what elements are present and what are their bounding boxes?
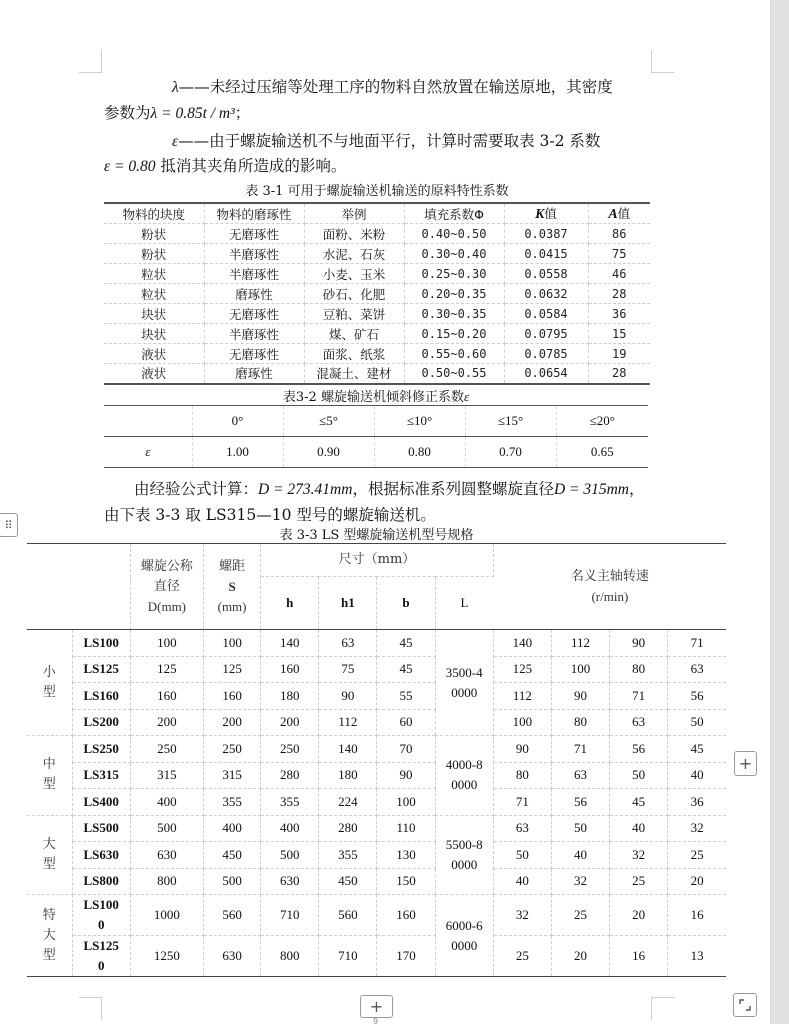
table-cell: 0.0558 bbox=[504, 264, 588, 284]
table-cell: 180 bbox=[261, 683, 319, 710]
table-cell: 63 bbox=[668, 656, 726, 683]
add-row-button[interactable]: + bbox=[360, 995, 393, 1018]
table-cell: 0.15~0.20 bbox=[404, 324, 504, 344]
table-cell: 170 bbox=[377, 936, 435, 977]
table-cell: 90 bbox=[610, 630, 668, 657]
table-cell: 71 bbox=[668, 630, 726, 657]
header-cell: 物料的块度 bbox=[104, 203, 204, 224]
table-cell: 0.0584 bbox=[504, 304, 588, 324]
page-number: 9 bbox=[373, 1017, 379, 1024]
table-header-row bbox=[104, 203, 650, 224]
model-cell: LS250 bbox=[72, 736, 130, 763]
table-cell: 0.65 bbox=[556, 437, 648, 468]
table-cell: 75 bbox=[319, 656, 377, 683]
table-cell: 100 bbox=[493, 709, 551, 736]
table-cell: 315 bbox=[130, 762, 203, 789]
table-cell: 20 bbox=[551, 936, 609, 977]
table-cell: 0.90 bbox=[283, 437, 374, 468]
header-cell: 举例 bbox=[304, 203, 404, 224]
header-cell: K值 bbox=[504, 203, 588, 224]
table-cell: 25 bbox=[493, 936, 551, 977]
model-cell: LS315 bbox=[72, 762, 130, 789]
table-cell: 630 bbox=[130, 842, 203, 869]
table-cell: 80 bbox=[551, 709, 609, 736]
table-cell: 560 bbox=[319, 895, 377, 936]
expand-table-icon[interactable] bbox=[733, 993, 757, 1017]
table-cell: 20 bbox=[610, 895, 668, 936]
table-cell: 面粉、米粉 bbox=[304, 224, 404, 244]
table-cell: 280 bbox=[261, 762, 319, 789]
category-cell: 特 大 型 bbox=[27, 895, 72, 977]
model-cell: LS100 0 bbox=[72, 895, 130, 936]
table-cell: 32 bbox=[493, 895, 551, 936]
table-cell: 355 bbox=[261, 789, 319, 816]
model-cell: LS125 0 bbox=[72, 936, 130, 977]
table-cell: 50 bbox=[668, 709, 726, 736]
table-cell: 16 bbox=[610, 936, 668, 977]
table-cell: 液状 bbox=[104, 344, 204, 364]
table-cell: 0.0654 bbox=[504, 364, 588, 384]
table-cell: 280 bbox=[319, 815, 377, 842]
table-cell: 45 bbox=[610, 789, 668, 816]
table-row bbox=[27, 630, 726, 657]
table-header-row bbox=[27, 544, 726, 577]
table-cell: 煤、矿石 bbox=[304, 324, 404, 344]
table-cell: 小麦、玉米 bbox=[304, 264, 404, 284]
table-3-1-caption: 表 3-1 可用于螺旋输送机输送的原料特性系数 bbox=[245, 184, 509, 199]
table-cell: 0.40~0.50 bbox=[404, 224, 504, 244]
table-cell: 36 bbox=[668, 789, 726, 816]
table-cell: 140 bbox=[261, 630, 319, 657]
header-cell: ≤10° bbox=[374, 406, 465, 437]
header-cell: 0° bbox=[192, 406, 283, 437]
table-cell: 150 bbox=[377, 868, 435, 895]
table-cell: 71 bbox=[493, 789, 551, 816]
table-cell: 160 bbox=[130, 683, 203, 710]
table-cell: 0.0387 bbox=[504, 224, 588, 244]
table-cell: 560 bbox=[203, 895, 260, 936]
header-cell: 填充系数Φ bbox=[404, 203, 504, 224]
paragraph-diameter-calculation: 由经验公式计算：D = 273.41mm，根据标准系列圆整螺旋直径D = 315mm， bbox=[134, 480, 645, 498]
table-row bbox=[27, 683, 726, 710]
table-cell: 100 bbox=[130, 630, 203, 657]
table-cell: 0.0795 bbox=[504, 324, 588, 344]
table-row bbox=[27, 762, 726, 789]
table-cell: 450 bbox=[319, 868, 377, 895]
header-cell bbox=[104, 406, 192, 437]
table-cell: 45 bbox=[377, 630, 435, 657]
model-cell: LS500 bbox=[72, 815, 130, 842]
table-cell: 630 bbox=[261, 868, 319, 895]
header-cell-diameter: 螺旋公称 直径 D(mm) bbox=[130, 544, 203, 630]
table-cell: 无磨琢性 bbox=[204, 224, 304, 244]
header-cell-speed: 名义主轴转速 (r/min) bbox=[493, 544, 726, 630]
table-cell: 160 bbox=[203, 683, 260, 710]
table-cell: 25 bbox=[610, 868, 668, 895]
vertical-scrollbar[interactable] bbox=[770, 0, 789, 1024]
length-cell: 3500-4 0000 bbox=[435, 630, 493, 736]
table-cell: 粉状 bbox=[104, 244, 204, 264]
table-cell: 140 bbox=[319, 736, 377, 763]
model-cell: LS125 bbox=[72, 656, 130, 683]
header-cell: ≤5° bbox=[283, 406, 374, 437]
table-cell: 250 bbox=[203, 736, 260, 763]
table-cell: 56 bbox=[610, 736, 668, 763]
model-cell: LS160 bbox=[72, 683, 130, 710]
table-row bbox=[104, 244, 650, 264]
category-cell: 大 型 bbox=[27, 815, 72, 895]
table-cell: 混凝土、建材 bbox=[304, 364, 404, 384]
table-row bbox=[27, 656, 726, 683]
table-cell: 磨琢性 bbox=[204, 284, 304, 304]
table-cell: 112 bbox=[493, 683, 551, 710]
table-cell: 50 bbox=[493, 842, 551, 869]
table-cell: ε bbox=[104, 437, 192, 468]
table-cell: 水泥、石灰 bbox=[304, 244, 404, 264]
table-3-2-inclination-correction bbox=[104, 405, 648, 468]
table-cell: 0.0415 bbox=[504, 244, 588, 264]
header-cell: 物料的磨琢性 bbox=[204, 203, 304, 224]
table-cell: 400 bbox=[261, 815, 319, 842]
table-cell: 315 bbox=[203, 762, 260, 789]
table-cell: 36 bbox=[588, 304, 650, 324]
table-cell: 0.50~0.55 bbox=[404, 364, 504, 384]
table-cell: 125 bbox=[493, 656, 551, 683]
table-cell: 63 bbox=[551, 762, 609, 789]
table-cell: 630 bbox=[203, 936, 260, 977]
table-cell: 粉状 bbox=[104, 224, 204, 244]
table-row bbox=[27, 842, 726, 869]
header-cell-l: L bbox=[435, 577, 493, 630]
table-cell: 50 bbox=[610, 762, 668, 789]
table-cell: 1000 bbox=[130, 895, 203, 936]
table-row bbox=[104, 224, 650, 244]
table-cell: 130 bbox=[377, 842, 435, 869]
table-cell: 800 bbox=[130, 868, 203, 895]
table-cell: 0.80 bbox=[374, 437, 465, 468]
header-cell-h1: h1 bbox=[319, 577, 377, 630]
table-cell: 块状 bbox=[104, 324, 204, 344]
table-row bbox=[104, 437, 648, 468]
table-cell: 56 bbox=[668, 683, 726, 710]
page-margin-corner-bottom-right bbox=[651, 997, 674, 1020]
table-cell: 710 bbox=[261, 895, 319, 936]
table-cell: 200 bbox=[261, 709, 319, 736]
expand-icon bbox=[739, 999, 751, 1011]
model-cell: LS100 bbox=[72, 630, 130, 657]
table-cell: 40 bbox=[551, 842, 609, 869]
paragraph-epsilon-definition: ε——由于螺旋输送机不与地面平行，计算时需要取表 3-2 系数 bbox=[172, 132, 601, 150]
table-cell: 28 bbox=[588, 284, 650, 304]
table-cell: 125 bbox=[130, 656, 203, 683]
header-cell-h: h bbox=[261, 577, 319, 630]
table-cell: 半磨琢性 bbox=[204, 264, 304, 284]
length-cell: 5500-8 0000 bbox=[435, 815, 493, 895]
table-cell: 224 bbox=[319, 789, 377, 816]
table-cell: 13 bbox=[668, 936, 726, 977]
table-cell: 70 bbox=[377, 736, 435, 763]
table-cell: 112 bbox=[319, 709, 377, 736]
table-3-2-caption: 表3-2 螺旋输送机倾斜修正系数ε bbox=[282, 389, 470, 405]
add-column-button[interactable]: + bbox=[734, 751, 757, 776]
drag-handle-icon[interactable]: ⠿ bbox=[0, 513, 18, 537]
table-cell: 16 bbox=[668, 895, 726, 936]
table-cell: 86 bbox=[588, 224, 650, 244]
table-cell: 400 bbox=[130, 789, 203, 816]
table-cell: 55 bbox=[377, 683, 435, 710]
table-cell: 140 bbox=[493, 630, 551, 657]
page-margin-corner-bottom-left bbox=[79, 997, 102, 1020]
table-row bbox=[104, 304, 650, 324]
table-cell: 160 bbox=[261, 656, 319, 683]
table-cell: 32 bbox=[551, 868, 609, 895]
table-row bbox=[27, 895, 726, 936]
table-row bbox=[104, 284, 650, 304]
length-cell: 4000-8 0000 bbox=[435, 736, 493, 816]
table-cell: 半磨琢性 bbox=[204, 324, 304, 344]
table-cell: 355 bbox=[319, 842, 377, 869]
model-cell: LS630 bbox=[72, 842, 130, 869]
table-cell: 32 bbox=[610, 842, 668, 869]
table-cell: 32 bbox=[668, 815, 726, 842]
header-cell-b: b bbox=[377, 577, 435, 630]
table-cell: 355 bbox=[203, 789, 260, 816]
table-cell: 粒状 bbox=[104, 284, 204, 304]
header-cell-size-group: 尺寸（mm） bbox=[261, 544, 494, 577]
table-cell: 0.0785 bbox=[504, 344, 588, 364]
category-cell: 中 型 bbox=[27, 736, 72, 816]
table-cell: 1.00 bbox=[192, 437, 283, 468]
table-cell: 200 bbox=[130, 709, 203, 736]
table-cell: 200 bbox=[203, 709, 260, 736]
table-cell: 90 bbox=[377, 762, 435, 789]
table-cell: 45 bbox=[377, 656, 435, 683]
table-cell: 500 bbox=[203, 868, 260, 895]
table-cell: 无磨琢性 bbox=[204, 344, 304, 364]
table-row bbox=[104, 264, 650, 284]
table-cell: 450 bbox=[203, 842, 260, 869]
table-row bbox=[104, 324, 650, 344]
table-cell: 250 bbox=[130, 736, 203, 763]
table-cell: 砂石、化肥 bbox=[304, 284, 404, 304]
paragraph-model-selection: 由下表 3-3 取 LS315—10 型号的螺旋输送机。 bbox=[104, 506, 436, 524]
table-3-1-material-coefficients bbox=[104, 202, 650, 385]
table-cell: 100 bbox=[551, 656, 609, 683]
table-cell: 19 bbox=[588, 344, 650, 364]
table-cell: 46 bbox=[588, 264, 650, 284]
table-3-3-ls-model-specs bbox=[27, 543, 726, 977]
table-cell: 90 bbox=[551, 683, 609, 710]
header-cell-pitch: 螺距 S (mm) bbox=[203, 544, 260, 630]
table-cell: 面浆、纸浆 bbox=[304, 344, 404, 364]
table-cell: 0.55~0.60 bbox=[404, 344, 504, 364]
table-cell: 63 bbox=[493, 815, 551, 842]
table-row bbox=[27, 789, 726, 816]
table-3-3-caption: 表 3-3 LS 型螺旋输送机型号规格 bbox=[279, 528, 474, 543]
page-margin-corner-top-right bbox=[651, 50, 674, 73]
table-cell: 45 bbox=[668, 736, 726, 763]
table-cell: 液状 bbox=[104, 364, 204, 384]
table-cell: 250 bbox=[261, 736, 319, 763]
table-cell: 180 bbox=[319, 762, 377, 789]
header-cell: ≤20° bbox=[556, 406, 648, 437]
table-row bbox=[27, 936, 726, 977]
table-cell: 500 bbox=[261, 842, 319, 869]
length-cell: 6000-6 0000 bbox=[435, 895, 493, 977]
table-cell: 0.70 bbox=[465, 437, 556, 468]
table-cell: 50 bbox=[551, 815, 609, 842]
table-cell: 28 bbox=[588, 364, 650, 384]
table-cell: 90 bbox=[319, 683, 377, 710]
table-cell: 0.25~0.30 bbox=[404, 264, 504, 284]
table-cell: 20 bbox=[668, 868, 726, 895]
table-cell: 112 bbox=[551, 630, 609, 657]
table-cell: 磨琢性 bbox=[204, 364, 304, 384]
header-cell: A值 bbox=[588, 203, 650, 224]
page-margin-corner-top-left bbox=[79, 50, 102, 73]
table-cell: 56 bbox=[551, 789, 609, 816]
table-row bbox=[27, 868, 726, 895]
table-cell: 1250 bbox=[130, 936, 203, 977]
table-cell: 500 bbox=[130, 815, 203, 842]
table-cell: 75 bbox=[588, 244, 650, 264]
table-cell: 块状 bbox=[104, 304, 204, 324]
category-cell: 小 型 bbox=[27, 630, 72, 736]
table-cell: 0.30~0.40 bbox=[404, 244, 504, 264]
paragraph-lambda-definition: λ——未经过压缩等处理工序的物料自然放置在输送原地，其密度 bbox=[172, 78, 613, 96]
header-cell-empty bbox=[27, 544, 130, 630]
table-row bbox=[104, 344, 650, 364]
table-cell: 80 bbox=[493, 762, 551, 789]
paragraph-lambda-value: 参数为λ = 0.85t / m³； bbox=[104, 104, 251, 122]
table-cell: 40 bbox=[668, 762, 726, 789]
table-cell: 15 bbox=[588, 324, 650, 344]
table-cell: 71 bbox=[610, 683, 668, 710]
paragraph-epsilon-value: ε = 0.80 抵消其夹角所造成的影响。 bbox=[104, 157, 347, 175]
table-cell: 40 bbox=[493, 868, 551, 895]
table-cell: 710 bbox=[319, 936, 377, 977]
table-cell: 100 bbox=[203, 630, 260, 657]
table-cell: 160 bbox=[377, 895, 435, 936]
table-cell: 71 bbox=[551, 736, 609, 763]
table-header-row bbox=[104, 406, 648, 437]
header-cell: ≤15° bbox=[465, 406, 556, 437]
table-cell: 40 bbox=[610, 815, 668, 842]
model-cell: LS200 bbox=[72, 709, 130, 736]
table-cell: 800 bbox=[261, 936, 319, 977]
table-cell: 0.0632 bbox=[504, 284, 588, 304]
table-cell: 豆粕、菜饼 bbox=[304, 304, 404, 324]
table-cell: 63 bbox=[319, 630, 377, 657]
model-cell: LS800 bbox=[72, 868, 130, 895]
table-cell: 80 bbox=[610, 656, 668, 683]
table-row bbox=[104, 364, 650, 384]
table-cell: 粒状 bbox=[104, 264, 204, 284]
model-cell: LS400 bbox=[72, 789, 130, 816]
table-cell: 半磨琢性 bbox=[204, 244, 304, 264]
table-cell: 25 bbox=[551, 895, 609, 936]
table-row bbox=[27, 709, 726, 736]
table-cell: 0.20~0.35 bbox=[404, 284, 504, 304]
table-cell: 0.30~0.35 bbox=[404, 304, 504, 324]
table-cell: 400 bbox=[203, 815, 260, 842]
table-cell: 25 bbox=[668, 842, 726, 869]
table-row bbox=[27, 736, 726, 763]
table-cell: 90 bbox=[493, 736, 551, 763]
table-cell: 63 bbox=[610, 709, 668, 736]
table-cell: 无磨琢性 bbox=[204, 304, 304, 324]
table-cell: 110 bbox=[377, 815, 435, 842]
table-cell: 60 bbox=[377, 709, 435, 736]
table-cell: 100 bbox=[377, 789, 435, 816]
table-cell: 125 bbox=[203, 656, 260, 683]
table-row bbox=[27, 815, 726, 842]
